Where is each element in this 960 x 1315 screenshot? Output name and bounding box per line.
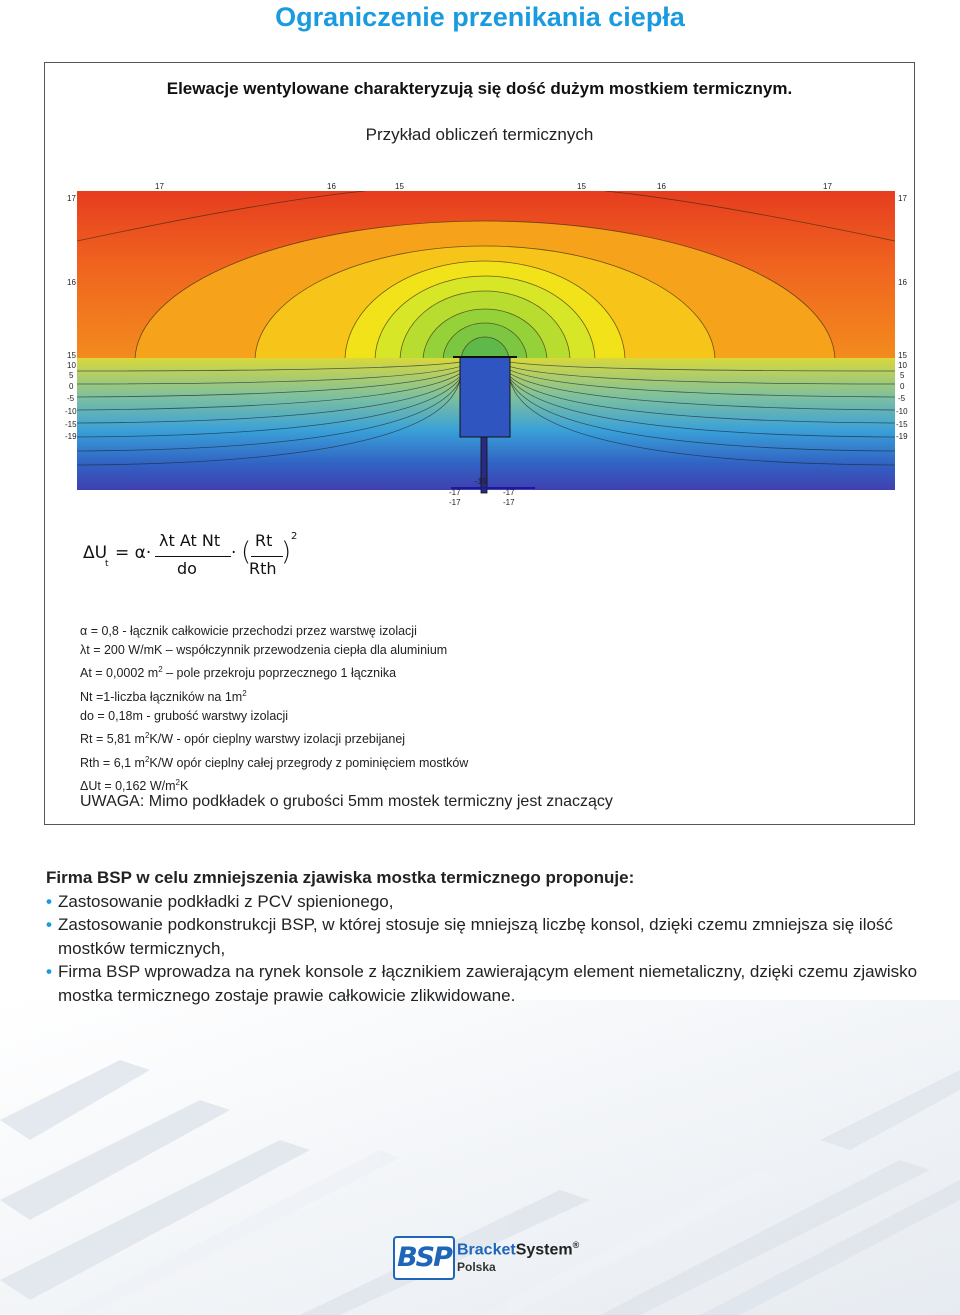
param-do: do = 0,18m - grubość warstwy izolacji [80,709,289,724]
label-right-7: -5 [898,394,906,403]
label-left-2: 16 [67,278,76,287]
label-top-1: 17 [155,182,164,191]
formula-frac2-bar [251,556,283,557]
label-right-4: 10 [898,361,907,370]
box-heading: Elewacje wentylowane charakteryzują się dość dużym mostkiem termicznym. [166,79,793,98]
bullet-icon: • [46,891,52,911]
label-top-6: 17 [823,182,832,191]
thermal-bridge-simulation-image [65,181,910,511]
box-subheading: Przykład obliczeń termicznych [365,125,594,144]
label-left-9: -15 [65,420,77,429]
label-left-4: 10 [67,361,76,370]
label-left-8: -10 [65,407,77,416]
bullet-icon: • [46,915,52,934]
warning-note: UWAGA: Mimo podkładek o grubości 5mm mostek termiczny jest znaczący [80,793,613,810]
proposals-heading: Firma BSP w celu zmniejszenia zjawiska mostka termicznego proponuje: [46,868,635,887]
param-rt: Rt = 5,81 $m^2K/W$ - opór cieplny warstwy izolacji przebijanej [80,731,406,747]
parameter-list [80,622,468,796]
label-right-3: 15 [898,351,907,360]
param-rth: Rth = 6,1 $m^2K/W$ opór cieplny całej przegrody z pominięciem mostków [80,754,469,770]
logo-country: Polska [457,1260,496,1274]
label-right-1: 17 [898,194,907,203]
formula-numerator: λt At Nt [159,531,221,550]
param-nt: Nt =1-liczba łączników na $1m^2$ [80,688,247,704]
formula-denominator: do [177,559,197,578]
label-left-7: -5 [67,394,75,403]
formula-lhs-subscript: t [105,559,109,569]
formula-equals-alpha: = α· [115,543,152,563]
bsp-logo-badge: BSP [393,1236,455,1280]
label-left-6: 0 [69,382,74,391]
label-left-5: 5 [69,371,74,380]
formula-paren-close: ) [281,537,292,567]
label-right-6: 0 [900,382,905,391]
label-right-5: 5 [900,371,905,380]
bsp-proposals [46,866,926,1007]
label-left-1: 17 [67,194,76,203]
page-title: Ograniczenie przenikania ciepła [275,2,685,32]
formula-paren-open: ( [241,537,252,567]
param-at: At = 0,0002 $m^2$ – pole przekroju poprzecznego 1 łącznika [80,665,397,681]
label-left-3: 15 [67,351,76,360]
formula-dot: · [231,543,237,563]
label-bottom-1: -15 [475,477,487,486]
formula-frac2-denominator: Rth [249,559,277,578]
param-dut: ΔUt = 0,162 $W/m^2K$ [80,778,189,794]
label-top-4: 15 [577,182,586,191]
label-top-5: 16 [657,182,666,191]
label-bottom-3: -17 [503,488,515,497]
label-bottom-5: -17 [503,498,515,507]
formula-lhs: ΔU [83,543,108,563]
label-left-10: -19 [65,432,77,441]
bsp-logo [393,1236,583,1282]
list-item: • Zastosowanie podkonstrukcji BSP, w której stosuje się mniejszą liczbę konsol, dzięki czemu zmniejsza się ilość mostków termicznych, [46,915,893,958]
list-item: • Firma BSP wprowadza na rynek konsole z łącznikiem zawierającym element niemetaliczny, dzięki czemu zjawisko mostka termicznego zostaje prawie całkowicie zlikwidowane. [46,962,918,1005]
list-item: • Zastosowanie podkładki z PCV spienionego, [46,890,926,914]
label-top-2: 16 [327,182,336,191]
label-right-2: 16 [898,278,907,287]
param-alpha: α = 0,8 - łącznik całkowicie przechodzi przez warstwę izolacji [80,624,417,638]
logo-brand-name: BracketSystem® [457,1240,580,1259]
formula-fraction-bar [155,556,231,557]
label-bottom-2: -17 [449,488,461,497]
label-right-8: -10 [896,407,908,416]
label-bottom-4: -17 [449,498,461,507]
param-lambda: λt = 200 W/mK – współczynnik przewodzenia ciepła dla aluminium [80,643,448,658]
label-top-3: 15 [395,182,404,191]
calculation-box [44,62,915,825]
bullet-icon: • [46,962,52,981]
proposals-list [46,890,926,1008]
formula-frac2-numerator: Rt [255,531,273,550]
formula-exponent: 2 [291,531,298,542]
label-right-9: -15 [896,420,908,429]
thermal-bridge-formula [83,525,383,595]
label-right-10: -19 [896,432,908,441]
